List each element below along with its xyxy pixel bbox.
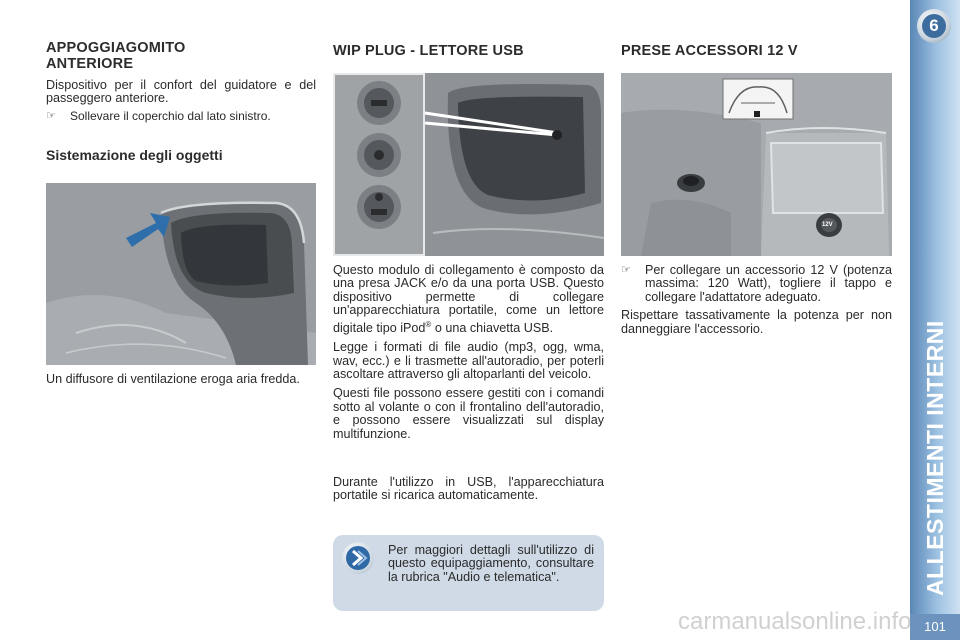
arrow-bullet-icon: ☞ xyxy=(621,264,631,276)
chapter-number: 6 xyxy=(922,14,946,38)
socket-bullet xyxy=(621,264,892,304)
usb-paragraph-3: Questi file possono essere gestiti con i comandi sotto al volante o con il frontalino dell'autoradio, e possono essere visualizzati sul display multifunzione. xyxy=(333,386,604,441)
info-note-text: Per maggiori dettagli sull'utilizzo di questo equipaggiamento, consultare la rubrica "Audio e telematica". xyxy=(388,543,594,584)
heading-usb: WIP PLUG - LETTORE USB xyxy=(333,43,524,59)
page-number: 101 xyxy=(910,614,960,640)
socket-warning: Rispettare tassativamente la potenza per non danneggiare l'accessorio. xyxy=(621,308,892,336)
usb-paragraph-1: Questo modulo di collegamento è composto da una presa JACK e/o da una porta USB. Questo dispositivo permette di collegare un'apparecchiatura portatile, come un lettore digitale tipo iPod® o una chiavetta USB. xyxy=(333,263,604,335)
heading-storage: Sistemazione degli oggetti xyxy=(46,147,223,164)
column-12v xyxy=(621,40,892,59)
socket-bullet-text: Per collegare un accessorio 12 V (potenza massima: 120 Watt), togliere il tappo e collegare l'adattatore adeguato. xyxy=(645,263,892,304)
armrest-description: Dispositivo per il confort del guidatore e del passeggero anteriore. xyxy=(46,78,316,106)
column-usb xyxy=(333,40,604,59)
arrow-bullet-icon: ☞ xyxy=(46,109,56,122)
socket-12v-illustration xyxy=(621,73,892,256)
armrest-bullet-text: Sollevare il coperchio dal lato sinistro. xyxy=(70,108,271,123)
armrest-illustration xyxy=(46,183,316,365)
usb-paragraph-2: Legge i formati di file audio (mp3, ogg, wma, wav, ecc.) e li trasmette all'autoradio, per poterli ascoltare attraverso gli altoparlanti del veicolo. xyxy=(333,340,604,382)
ventilation-text: Un diffusore di ventilazione eroga aria fredda. xyxy=(46,372,300,386)
info-note xyxy=(333,535,604,611)
heading-12v: PRESE ACCESSORI 12 V xyxy=(621,43,798,59)
socket-12v-label: 12V xyxy=(822,222,833,228)
usb-body xyxy=(333,264,604,503)
usb-paragraph-4: Durante l'utilizzo in USB, l'apparecchiatura portatile si ricarica automaticamente. xyxy=(333,475,604,503)
chapter-title: ALLESTIMENTI INTERNI xyxy=(922,320,948,596)
usb-jack-illustration xyxy=(333,73,604,256)
heading-armrest: APPOGGIAGOMITO ANTERIORE xyxy=(46,40,186,72)
socket-body xyxy=(621,264,892,336)
armrest-bullet xyxy=(46,110,316,123)
chapter-badge xyxy=(917,9,951,43)
watermark: carmanualsonline.info xyxy=(678,608,912,635)
chevron-right-icon xyxy=(342,542,374,574)
column-armrest xyxy=(46,40,316,163)
